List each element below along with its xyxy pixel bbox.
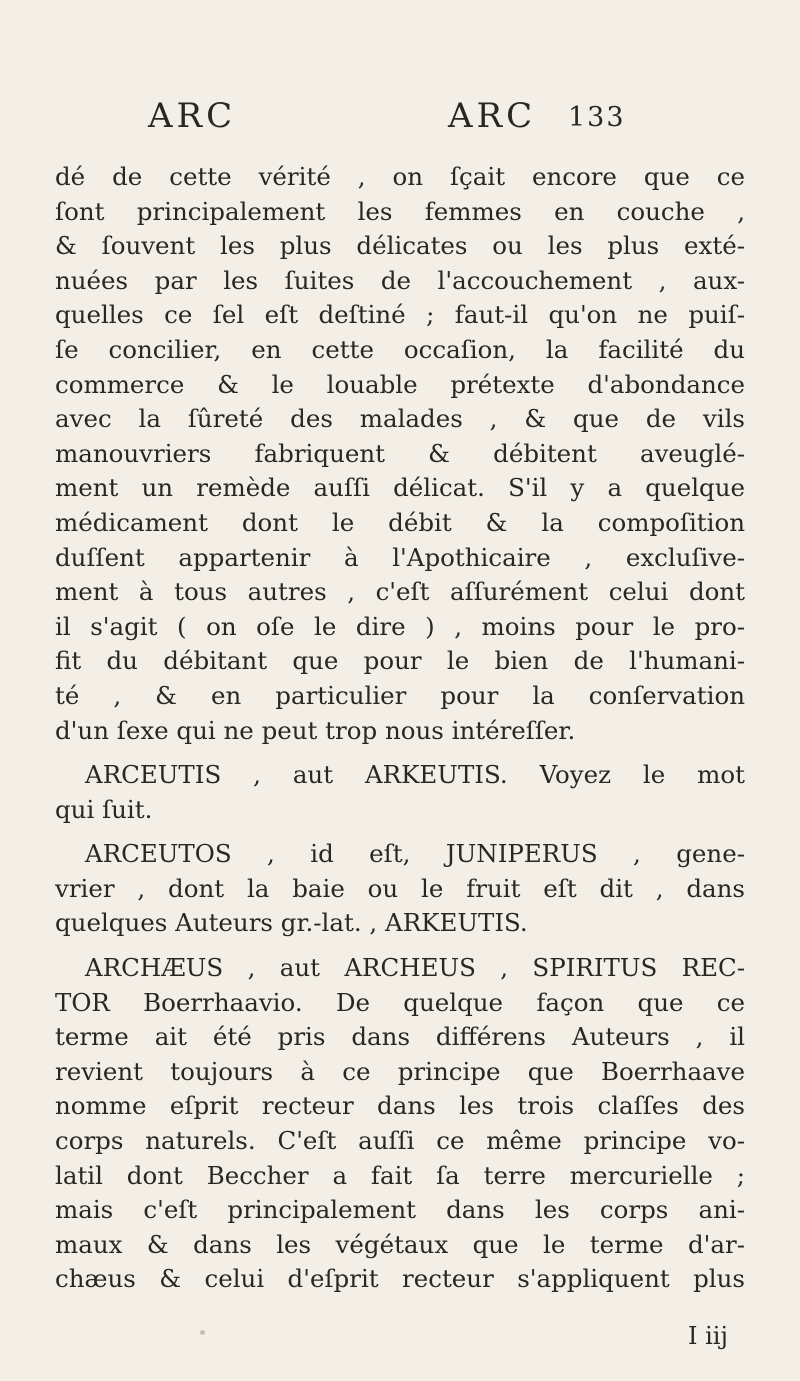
text-line: revient toujours à ce principe que Boerrhaave	[55, 1056, 745, 1086]
text-line: médicament dont le débit & la compoſition	[55, 507, 745, 537]
header-right-word: ARC	[448, 96, 537, 136]
paragraph-gap	[55, 941, 745, 951]
text-line: ARCEUTIS , aut ARKEUTIS. Voyez le mot	[85, 760, 745, 790]
text-line: qui ſuit.	[55, 794, 153, 824]
ink-speck	[200, 1330, 205, 1335]
text-line: fit du débitant que pour le bien de l'humani-	[55, 646, 745, 676]
paragraph-gap	[55, 827, 745, 837]
text-line: vrier , dont la baie ou le fruit eſt dit , dans	[55, 873, 745, 903]
text-line: ment un remède auſſi délicat. S'il y a quelque	[55, 473, 745, 503]
text-line: quelques Auteurs gr.-lat. , ARKEUTIS.	[55, 908, 528, 938]
text-line: té , & en particulier pour la conſervation	[55, 680, 745, 710]
page-number: 133	[568, 102, 626, 133]
paragraph-gap	[55, 748, 745, 758]
text-line: nuées par les ſuites de l'accouchement , aux-	[55, 265, 745, 295]
signature-mark: I iij	[688, 1322, 728, 1350]
body-text	[55, 160, 745, 1297]
text-line: dé de cette vérité , on ſçait encore que ce	[55, 162, 745, 191]
text-line: nomme eſprit recteur dans les trois claſſes des	[55, 1091, 745, 1121]
text-line: ARCHÆUS , aut ARCHEUS , SPIRITUS REC-	[85, 953, 745, 983]
text-line: ſe concilier, en cette occaſion, la facilité du	[55, 334, 745, 364]
text-line: latil dont Beccher a fait ſa terre mercurielle ;	[55, 1160, 745, 1190]
text-line: quelles ce ſel eſt deſtiné ; faut-il qu'on ne puiſ-	[55, 300, 745, 330]
text-line: chæus & celui d'eſprit recteur s'appliquent plus	[55, 1264, 745, 1294]
text-line: duſſent appartenir à l'Apothicaire , excluſive-	[55, 542, 745, 572]
text-line: commerce & le louable prétexte d'abondance	[55, 369, 745, 399]
text-line: manouvriers fabriquent & débitent aveuglé-	[55, 438, 745, 468]
text-line: ARCEUTOS , id eſt, JUNIPERUS , gene-	[85, 839, 745, 869]
running-header	[148, 96, 648, 140]
text-line: maux & dans les végétaux que le terme d'ar-	[55, 1229, 745, 1259]
text-line: avec la ſûreté des malades , & que de vils	[55, 404, 745, 434]
text-line: mais c'eſt principalement dans les corps ani-	[55, 1195, 745, 1225]
text-line: corps naturels. C'eſt auſſi ce même principe vo-	[55, 1126, 745, 1156]
text-line: ſont principalement les femmes en couche ,	[55, 196, 745, 226]
text-line: ment à tous autres , c'eſt aſſurément celui dont	[55, 577, 745, 607]
header-left-word: ARC	[148, 96, 237, 136]
text-line: il s'agit ( on oſe le dire ) , moins pour le pro-	[55, 611, 745, 641]
text-line: d'un ſexe qui ne peut trop nous intéreſſer.	[55, 715, 576, 745]
text-line: terme ait été pris dans différens Auteurs , il	[55, 1022, 745, 1052]
text-line: & ſouvent les plus délicates ou les plus exté-	[55, 231, 745, 261]
text-line: TOR Boerrhaavio. De quelque façon que ce	[55, 987, 745, 1017]
